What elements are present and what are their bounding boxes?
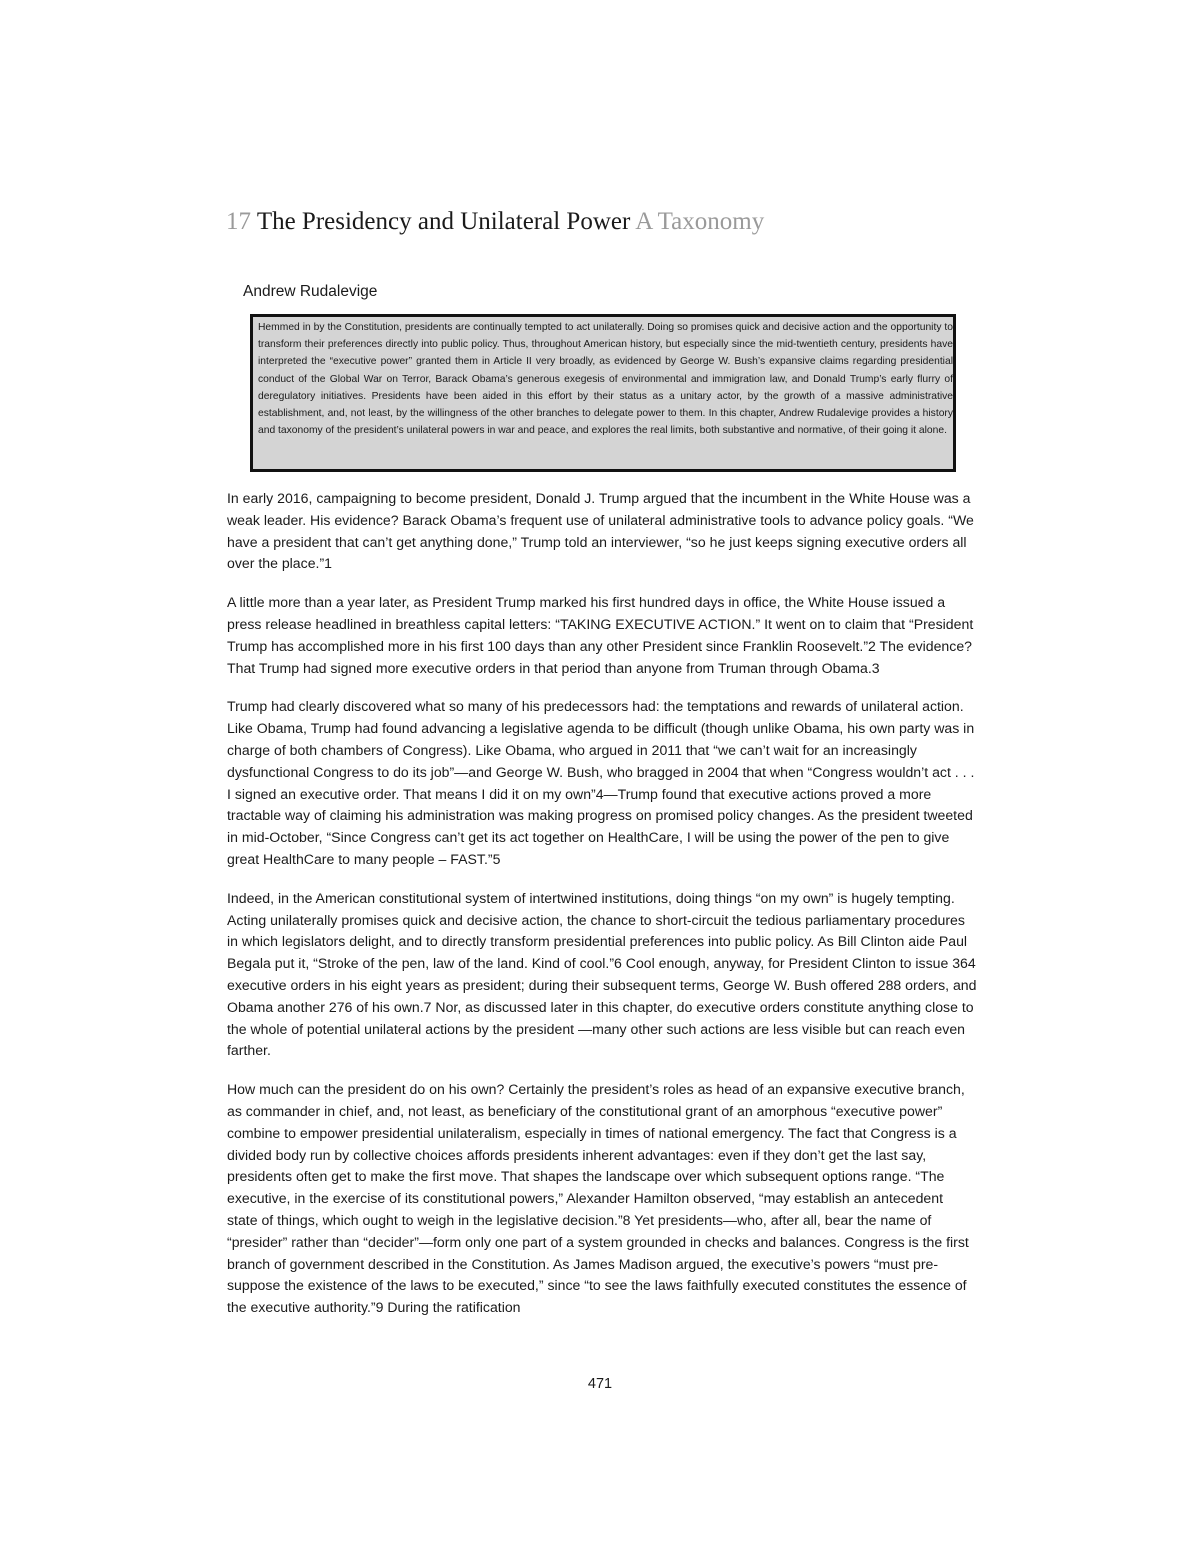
body-text [227,488,977,1336]
paragraph: Trump had clearly discovered what so many of his predecessors had: the temptations and rewards of unilateral action. Like Obama, Trump had found advancing a legislative agenda to be difficult (though unlike Obama, his own party was in charge of both chambers of Congress). Like Obama, who argued in 2011 that “we can’t wait for an increasingly dysfunctional Congress to do its job”—and George W. Bush, who bragged in 2004 that when “Congress wouldn’t act . . . I signed an executive order. That means I did it on my own”4—Trump found that executive actions proved a more tractable way of claiming his administration was making progress on promised policy changes. As the president tweeted in mid-October, “Since Congress can’t get its act together on HealthCare, I will be using the power of the pen to give great HealthCare to many people – FAST.”5 [227,698,975,867]
chapter-number: 17 [226,208,251,235]
author-name: Andrew Rudalevige [243,283,378,300]
chapter-subtitle: A Taxonomy [635,208,765,235]
paragraph: Indeed, in the American constitutional system of intertwined institutions, doing things “on my own” is hugely tempting. Acting unilaterally promises quick and decisive action, the chance to short-circuit the tedious parliamentary procedures in which legislators delight, and to directly transform presidential preferences into public policy. As Bill Clinton aide Paul Begala put it, “Stroke of the pen, law of the land. Kind of cool.”6 Cool enough, anyway, for President Clinton to issue 364 executive orders in his eight years as president; during their subsequent terms, George W. Bush offered 288 orders, and Obama another 276 of his own.7 Nor, as discussed later in this chapter, do executive orders constitute anything close to the whole of potential unilateral actions by the president —many other such actions are less visible but can reach even farther. [227,889,977,1059]
paragraph: A little more than a year later, as President Trump marked his first hundred days in office, the White House issued a press release headlined in breathless capital letters: “TAKING EXECUTIVE ACTION.” It went on to claim that “President Trump has accomplished more in his first 100 days than any other President since Franklin Roosevelt.”2 The evidence? That Trump had signed more executive orders in that period than anyone from Truman through Obama.3 [227,594,974,676]
page-number: 471 [587,1376,613,1392]
paragraph: In early 2016, campaigning to become president, Donald J. Trump argued that the incumbent in the White House was a weak leader. His evidence? Barack Obama’s frequent use of unilateral administrative tools to advance policy goals. “We have a president that can’t get anything done,” Trump told an interviewer, “so he just keeps signing executive orders all over the place.”1 [227,490,974,572]
abstract-text: Hemmed in by the Constitution, presidents are continually tempted to act unilaterally. Doing so promises quick and decisive action and the opportunity to transform their preferences directly into public policy. Thus, throughout American history, but especially since the mid-twentieth century, presidents have interpreted the “executive power” granted them in Article II very broadly, as evidenced by George W. Bush’s expansive claims regarding presidential conduct of the Global War on Terror, Barack Obama’s generous exegesis of environmental and immigration law, and Donald Trump’s early flurry of deregulatory initiatives. Presidents have been aided in this effort by their status as a unitary actor, by the growth of a massive administrative establishment, and, not least, by the willingness of the other branches to delegate power to them. In this chapter, Andrew Rudalevige provides a history and taxonomy of the president’s unilateral powers in war and peace, and explores the real limits, both substantive and normative, of their going it alone. [258,322,953,437]
paragraph: How much can the president do on his own? Certainly the president’s roles as head of an expansive executive branch, as commander in chief, and, not least, as beneficiary of the constitutional grant of an amorphous “executive power” combine to empower presidential unilateralism, especially in times of national emergency. The fact that Congress is a divided body run by collective choices affords presidents inherent advantages: even if they don’t get the last say, presidents often get to make the first move. That shapes the landscape over which subsequent options range. “The executive, in the exercise of its constitutional powers,” Alexander Hamilton observed, “may establish an antecedent state of things, which ought to weigh in the legislative decision.”8 Yet presidents—who, after all, bear the name of “presider” rather than “decider”—form only one part of a system grounded in checks and balances. Congress is the first branch of government described in the Constitution. As James Madison argued, the executive’s powers “must pre-suppose the existence of the laws to be executed,” since “to see the laws faithfully executed constitutes the essence of the executive authority.”9 During the ratification [227,1081,969,1316]
abstract-box [250,314,956,472]
chapter-title [226,205,986,239]
chapter-main-title: The Presidency and Unilateral Power [256,208,631,235]
